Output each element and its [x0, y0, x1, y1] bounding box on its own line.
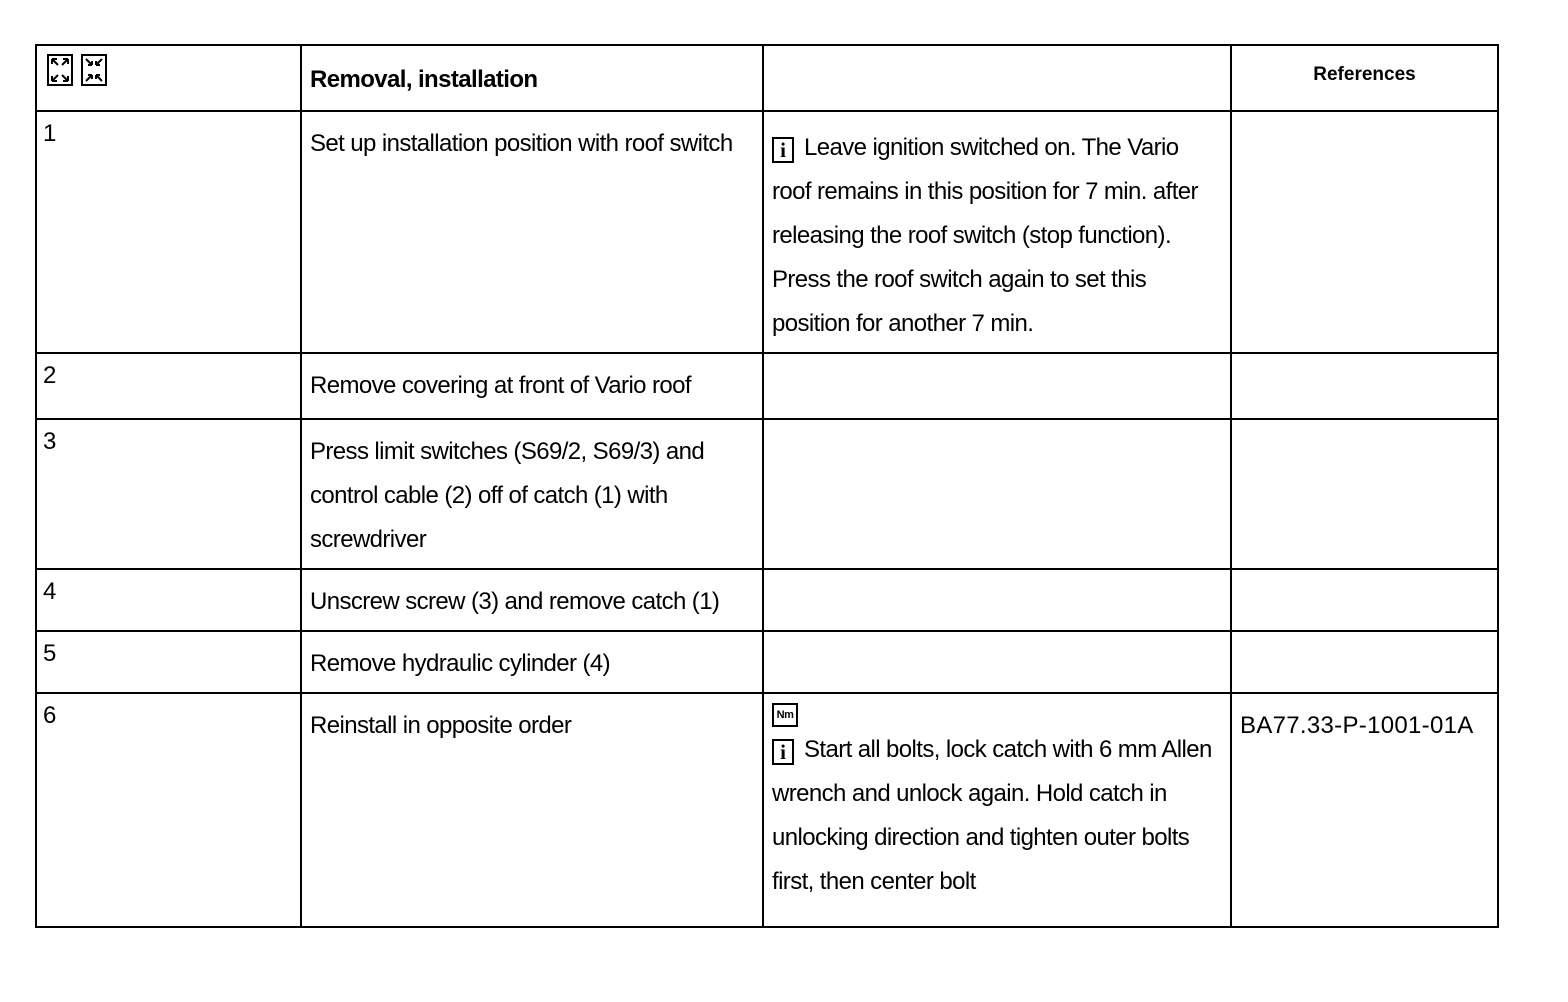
step-number: 5	[43, 640, 56, 667]
header-notes-cell	[763, 45, 1231, 111]
step-note	[764, 570, 1230, 590]
table-row	[36, 693, 1498, 927]
step-note	[764, 112, 1230, 352]
header-icons-cell	[36, 45, 301, 111]
step-reference	[1232, 632, 1497, 648]
table-row	[36, 631, 1498, 693]
collapse-arrows-icon[interactable]	[81, 54, 107, 86]
header-row	[36, 45, 1498, 111]
step-action: Press limit switches (S69/2, S69/3) and control cable (2) off of catch (1) with screwdriver	[310, 438, 705, 553]
torque-icon[interactable]: Nm	[772, 703, 798, 727]
step-action: Set up installation position with roof switch	[310, 130, 733, 157]
step-number: 3	[43, 428, 56, 455]
table-row	[36, 569, 1498, 631]
references-label: References	[1313, 64, 1416, 85]
step-number: 1	[43, 120, 56, 147]
step-note	[764, 694, 1230, 910]
step-number: 2	[43, 362, 56, 389]
header-title-cell	[301, 45, 763, 111]
step-note	[764, 354, 1230, 374]
info-icon[interactable]: i	[772, 739, 794, 765]
section-title: Removal, installation	[310, 66, 538, 93]
step-reference	[1232, 420, 1497, 436]
step-reference[interactable]: BA77.33-P-1001-01A	[1240, 712, 1474, 739]
step-action: Remove covering at front of Vario roof	[310, 372, 691, 399]
procedure-table	[35, 44, 1499, 928]
step-note-text: Leave ignition switched on. The Vario roof remains in this position for 7 min. after releasing the roof switch (stop function). Press the roof switch again to set this position for another 7 min.	[772, 134, 1198, 337]
step-note	[764, 420, 1230, 440]
step-number: 4	[43, 578, 56, 605]
step-number: 6	[43, 702, 56, 729]
table-row	[36, 353, 1498, 419]
step-note-text: Start all bolts, lock catch with 6 mm Allen wrench and unlock again. Hold catch in unlocking direction and tighten outer bolts first, then center bolt	[772, 736, 1212, 895]
expand-arrows-icon[interactable]	[47, 54, 73, 86]
table-row	[36, 111, 1498, 353]
header-references-cell	[1231, 45, 1498, 111]
step-reference	[1232, 354, 1497, 370]
step-action: Unscrew screw (3) and remove catch (1)	[310, 588, 720, 615]
step-note	[764, 632, 1230, 652]
step-reference	[1232, 112, 1497, 128]
step-action: Reinstall in opposite order	[310, 712, 572, 739]
step-reference	[1232, 570, 1497, 586]
info-icon[interactable]: i	[772, 137, 794, 163]
step-action: Remove hydraulic cylinder (4)	[310, 650, 611, 677]
table-row	[36, 419, 1498, 569]
